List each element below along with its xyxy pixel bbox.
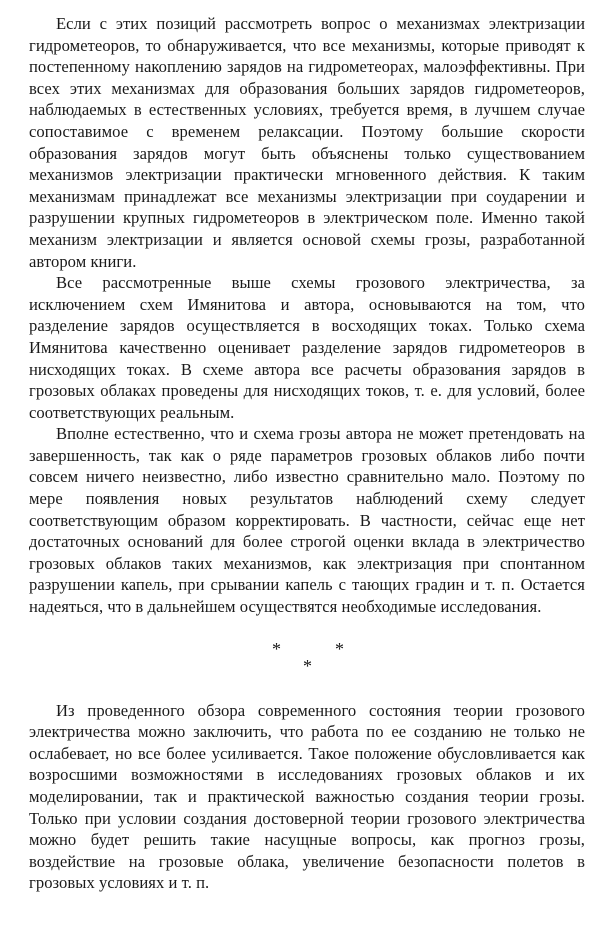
- paragraph-thunderstorm-schemes: Все рассмотренные выше схемы грозового электричества, за исключением схем Имянитова и автора, основываются на том, что разделение зарядов осуществляется в восходящих токах. Только схема Имянитова качественно оценивает разделение зарядов гидрометеоров в нисходящих токах. В схеме автора все расчеты образования зарядов в грозовых облаках проведены для нисходящих токов, т. е. для условий, более соответствующих реальным.: [29, 273, 585, 422]
- section-separator-asterisks: [29, 640, 585, 688]
- separator-asterisk: *: [272, 638, 281, 659]
- separator-asterisk: *: [335, 638, 344, 659]
- paragraph-conclusion: Из проведенного обзора современного состояния теории грозового электричества можно заключить, что работа по ее созданию не только не ослабевает, но все более усиливается. Такое положение обусловливается как возросшими возможностями в исследованиях грозовых облаков и их моделировании, так и практической важностью создания теории грозы. Только при условии создания достоверной теории грозового электричества можно будет решить такие насущные вопросы, как прогноз грозы, воздействие на грозовые облака, увеличение безопасности полетов в грозовых условиях и т. п.: [29, 700, 585, 893]
- paragraph-scheme-limitations: Вполне естественно, что и схема грозы автора не может претендовать на завершенность, так как о ряде параметров грозовых облаков либо почти совсем ничего неизвестно, либо известно сравнительно мало. Поэтому по мере появления новых результатов наблюдений схему следует соответствующим образом корректировать. В частности, сейчас еще нет достаточных оснований для более строгой оценки вклада в электричество грозовых облаков таких механизмов, как электризация при спонтанном разрушении капель, при срывании капель с тающих градин и т. п. Остается надеяться, что в дальнейшем осуществятся необходимые исследования.: [29, 424, 585, 617]
- separator-asterisk: *: [303, 655, 312, 676]
- page-body: [29, 13, 585, 894]
- paragraph-electrization-mechanisms: Если с этих позиций рассмотреть вопрос о механизмах электризации гидрометеоров, то обнаруживается, что все механизмы, которые приводят к постепенному накоплению зарядов на гидрометеорах, малоэффективны. При всех этих механизмах для образования больших зарядов гидрометеоров, наблюдаемых в естественных условиях, требуется время, в лучшем случае сопоставимое с временем релаксации. Поэтому большие скорости образования зарядов могут быть объяснены только существованием механизмов электризации практически мгновенного действия. К таким механизмам принадлежат все механизмы электризации при соударении и разрушении крупных гидрометеоров в электрическом поле. Именно такой механизм электризации и является основой схемы грозы, разработанной автором книги.: [29, 14, 585, 271]
